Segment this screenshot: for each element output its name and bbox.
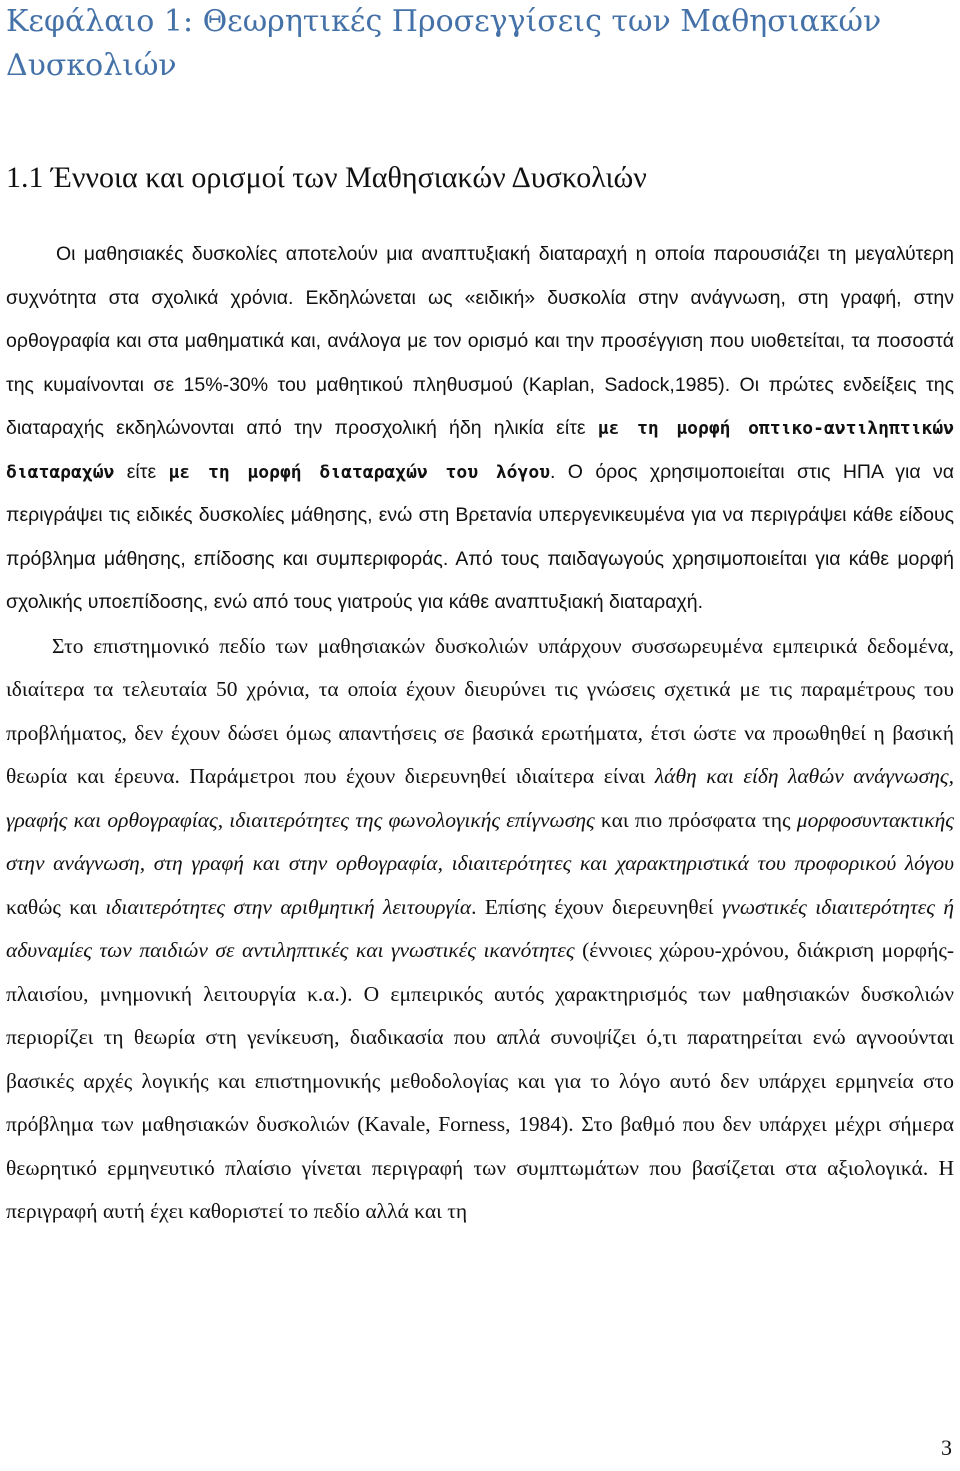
paragraph-text: Στο επιστημονικό πεδίο των μαθησιακών δυσκολιών υπάρχουν συσσωρευμένα εμπειρικά δεδομένα, ιδιαίτερα τα τελευταία 50 χρόνια, τα οποία έχουν διευρύνει τις γνώσεις σχετικά με τις παραμέτρους του προβλήματος, δεν έχουν δώσει όμως απαντήσεις σε βασικά ερωτήματα, έτσι ώστε να προωθηθεί η βασική θεωρία και έρευνα. Παράμετροι που έχουν διερευνηθεί ιδιαίτερα είναι	[6, 633, 954, 788]
paragraph-definition	[6, 233, 954, 625]
paragraph-text: και πιο πρόσφατα της	[594, 807, 797, 832]
chapter-title: Κεφάλαιο 1: Θεωρητικές Προσεγγίσεις των Μαθησιακών Δυσκολιών	[6, 4, 882, 83]
italic-phrase: ιδιαιτερότητες στην αριθμητική λειτουργία	[105, 894, 472, 919]
paragraph-text: καθώς και	[6, 894, 106, 919]
paragraph-text: . Επίσης έχουν διερευνηθεί	[471, 894, 722, 919]
page-number: 3	[941, 1435, 952, 1460]
paragraph-text: είτε	[114, 460, 169, 483]
italic-phrase: γνωστικές ιδιαιτερότητες ή αδυναμίες των παιδιών σε αντιληπτικές και γνωστικές ικανότητες	[6, 894, 954, 962]
bold-phrase: με τη μορφή οπτικο-αντιληπτικών διαταραχών	[6, 418, 954, 483]
italic-phrase: λάθη και είδη λαθών ανάγνωσης, γραφής και ορθογραφίας, ιδιαιτερότητες της φωνολογικής επίγνωσης	[6, 764, 954, 832]
italic-phrase: μορφοσυντακτικής στην ανάγνωση, στη γραφή και στην ορθογραφία, ιδιαιτερότητες και χαρακτηριστικά του προφορικού λόγου	[6, 807, 954, 875]
paragraph-text: Οι μαθησιακές δυσκολίες αποτελούν μια αναπτυξιακή διαταραχή η οποία παρουσιάζει τη μεγαλύτερη συχνότητα στα σχολικά χρόνια. Εκδηλώνεται ως «ειδική» δυσκολία στην ανάγνωση, στη γραφή, στην ορθογραφία και στα μαθηματικά και, ανάλογα με τον ορισμό και την προσέγγιση που υιοθετείται, τα ποσοστά της κυμαίνονται σε 15%-30% του μαθητικού πληθυσμού (Kaplan, Sadock,1985). Οι πρώτες ενδείξεις της διαταραχής εκδηλώνονται από την προσχολική ήδη ηλικία είτε	[6, 243, 954, 439]
paragraph-research	[6, 625, 954, 1234]
paragraph-text: . Ο όρος χρησιμοποιείται στις ΗΠΑ για να περιγράψει τις ειδικές δυσκολίες μάθησης, ενώ στη Βρετανία υπεργενικευμένα για να περιγράψει κάθε είδους πρόβλημα μάθησης, επίδοσης και συμπεριφοράς. Από τους παιδαγωγούς χρησιμοποιείται για κάθε μορφή σχολικής υποεπίδοσης, ενώ από τους γιατρούς για κάθε αναπτυξιακή διαταραχή.	[6, 460, 955, 613]
document-page	[6, 0, 954, 1234]
bold-phrase: με τη μορφή διαταραχών του λόγου	[168, 461, 551, 483]
section-title: 1.1 Έννοια και ορισμοί των Μαθησιακών Δυσκολιών	[6, 161, 647, 194]
paragraph-text: (έννοιες χώρου-χρόνου, διάκριση μορφής-πλαισίου, μνημονική λειτουργία κ.α.). Ο εμπειρικός αυτός χαρακτηρισμός των μαθησιακών δυσκολιών περιορίζει τη θεωρία στη γενίκευση, διαδικασία που απλά συνοψίζει ό,τι παρατηρείται ενώ αγνοούνται βασικές αρχές λογικής και επιστημονικής μεθοδολογίας και για το λόγο αυτό δεν υπάρχει ερμηνεία στο πρόβλημα των μαθησιακών δυσκολιών (Kavale, Forness, 1984). Στο βαθμό που δεν υπάρχει μέχρι σήμερα θεωρητικό ερμηνευτικό πλαίσιο γίνεται περιγραφή των συμπτωμάτων που βασίζεται στα αξιολογικά. Η περιγραφή αυτή έχει καθοριστεί το πεδίο αλλά και τη	[6, 938, 954, 1223]
